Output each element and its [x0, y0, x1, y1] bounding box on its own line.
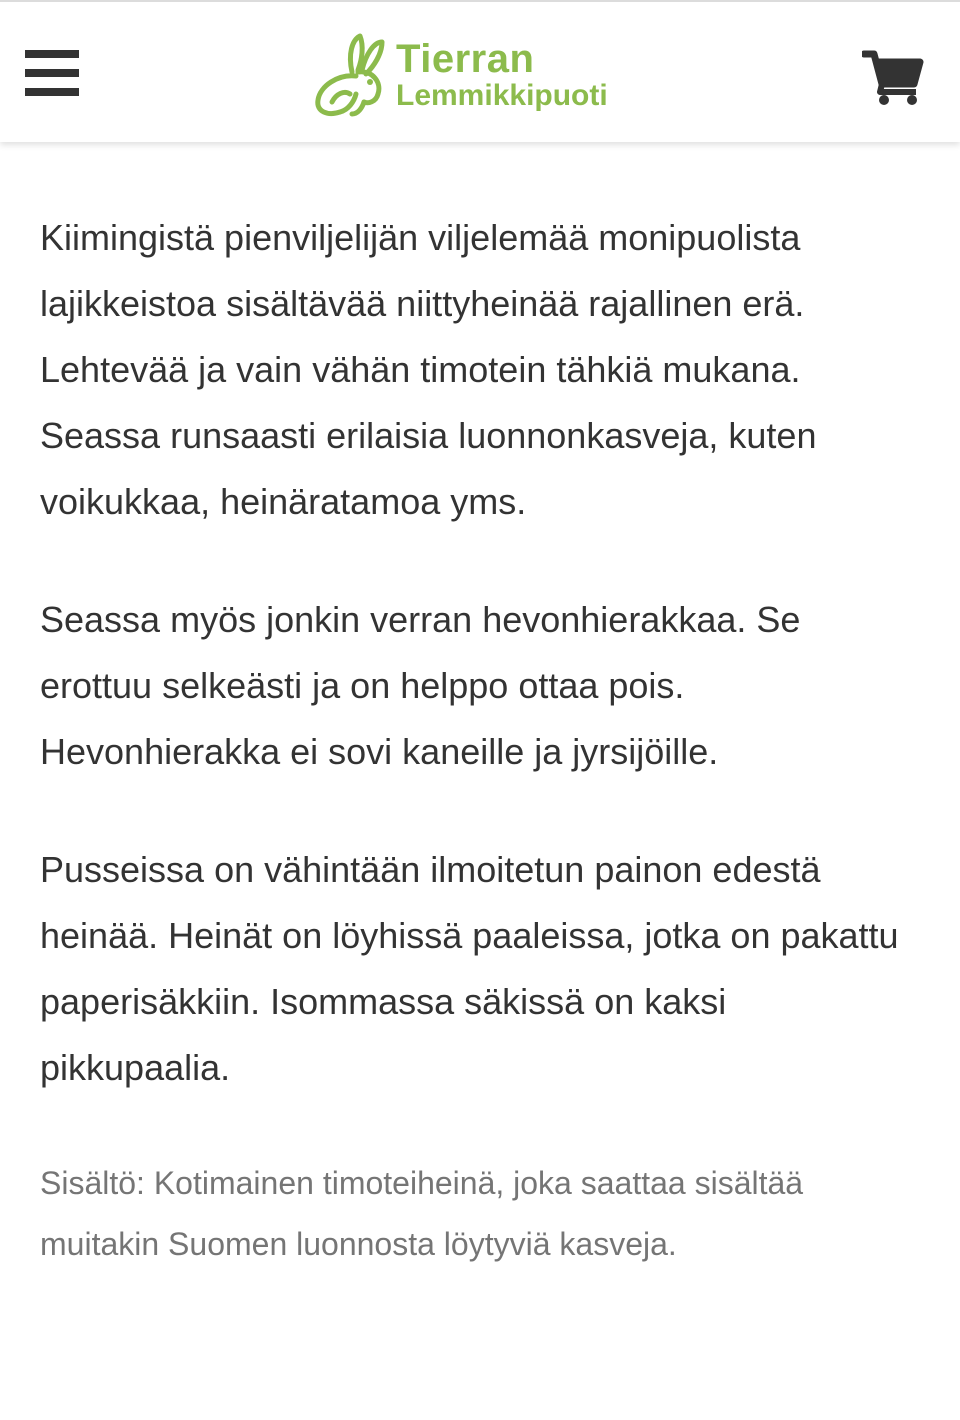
site-header: [0, 0, 960, 142]
logo-subtitle: Lemmikkipuoti: [396, 79, 608, 112]
description-paragraph: Pusseissa on vähintään ilmoitetun painon edestä heinää. Heinät on löyhissä paaleissa, jotka on pakattu paperisäkkiin. Isommassa säkissä on kaksi pikkupaalia.: [40, 849, 899, 1088]
description-paragraph: Seassa myös jonkin verran hevonhierakkaa. Se erottuu selkeästi ja on helppo ottaa pois. Hevonhierakka ei sovi kaneille ja jyrsijöille.: [40, 599, 801, 772]
contents-note: Sisältö: Kotimainen timoteiheinä, joka saattaa sisältää muitakin Suomen luonnosta löytyviä kasveja.: [40, 1165, 804, 1262]
description-paragraph: Kiimingistä pienviljelijän viljelemää monipuolista lajikkeistoa sisältävää niittyheinää rajallinen erä. Lehtevää ja vain vähän timotein tähkiä mukana. Seassa runsaasti erilaisia luonnonkasveja, kuten voikukkaa, heinäratamoa yms.: [40, 217, 817, 522]
site-logo[interactable]: [312, 30, 652, 120]
rabbit-logo-icon: [312, 32, 388, 118]
hamburger-menu-icon[interactable]: [22, 50, 82, 100]
shopping-cart-icon[interactable]: [862, 48, 924, 106]
product-description: [40, 205, 920, 1327]
logo-title: Tierran: [396, 37, 535, 81]
logo-text: [396, 39, 608, 111]
